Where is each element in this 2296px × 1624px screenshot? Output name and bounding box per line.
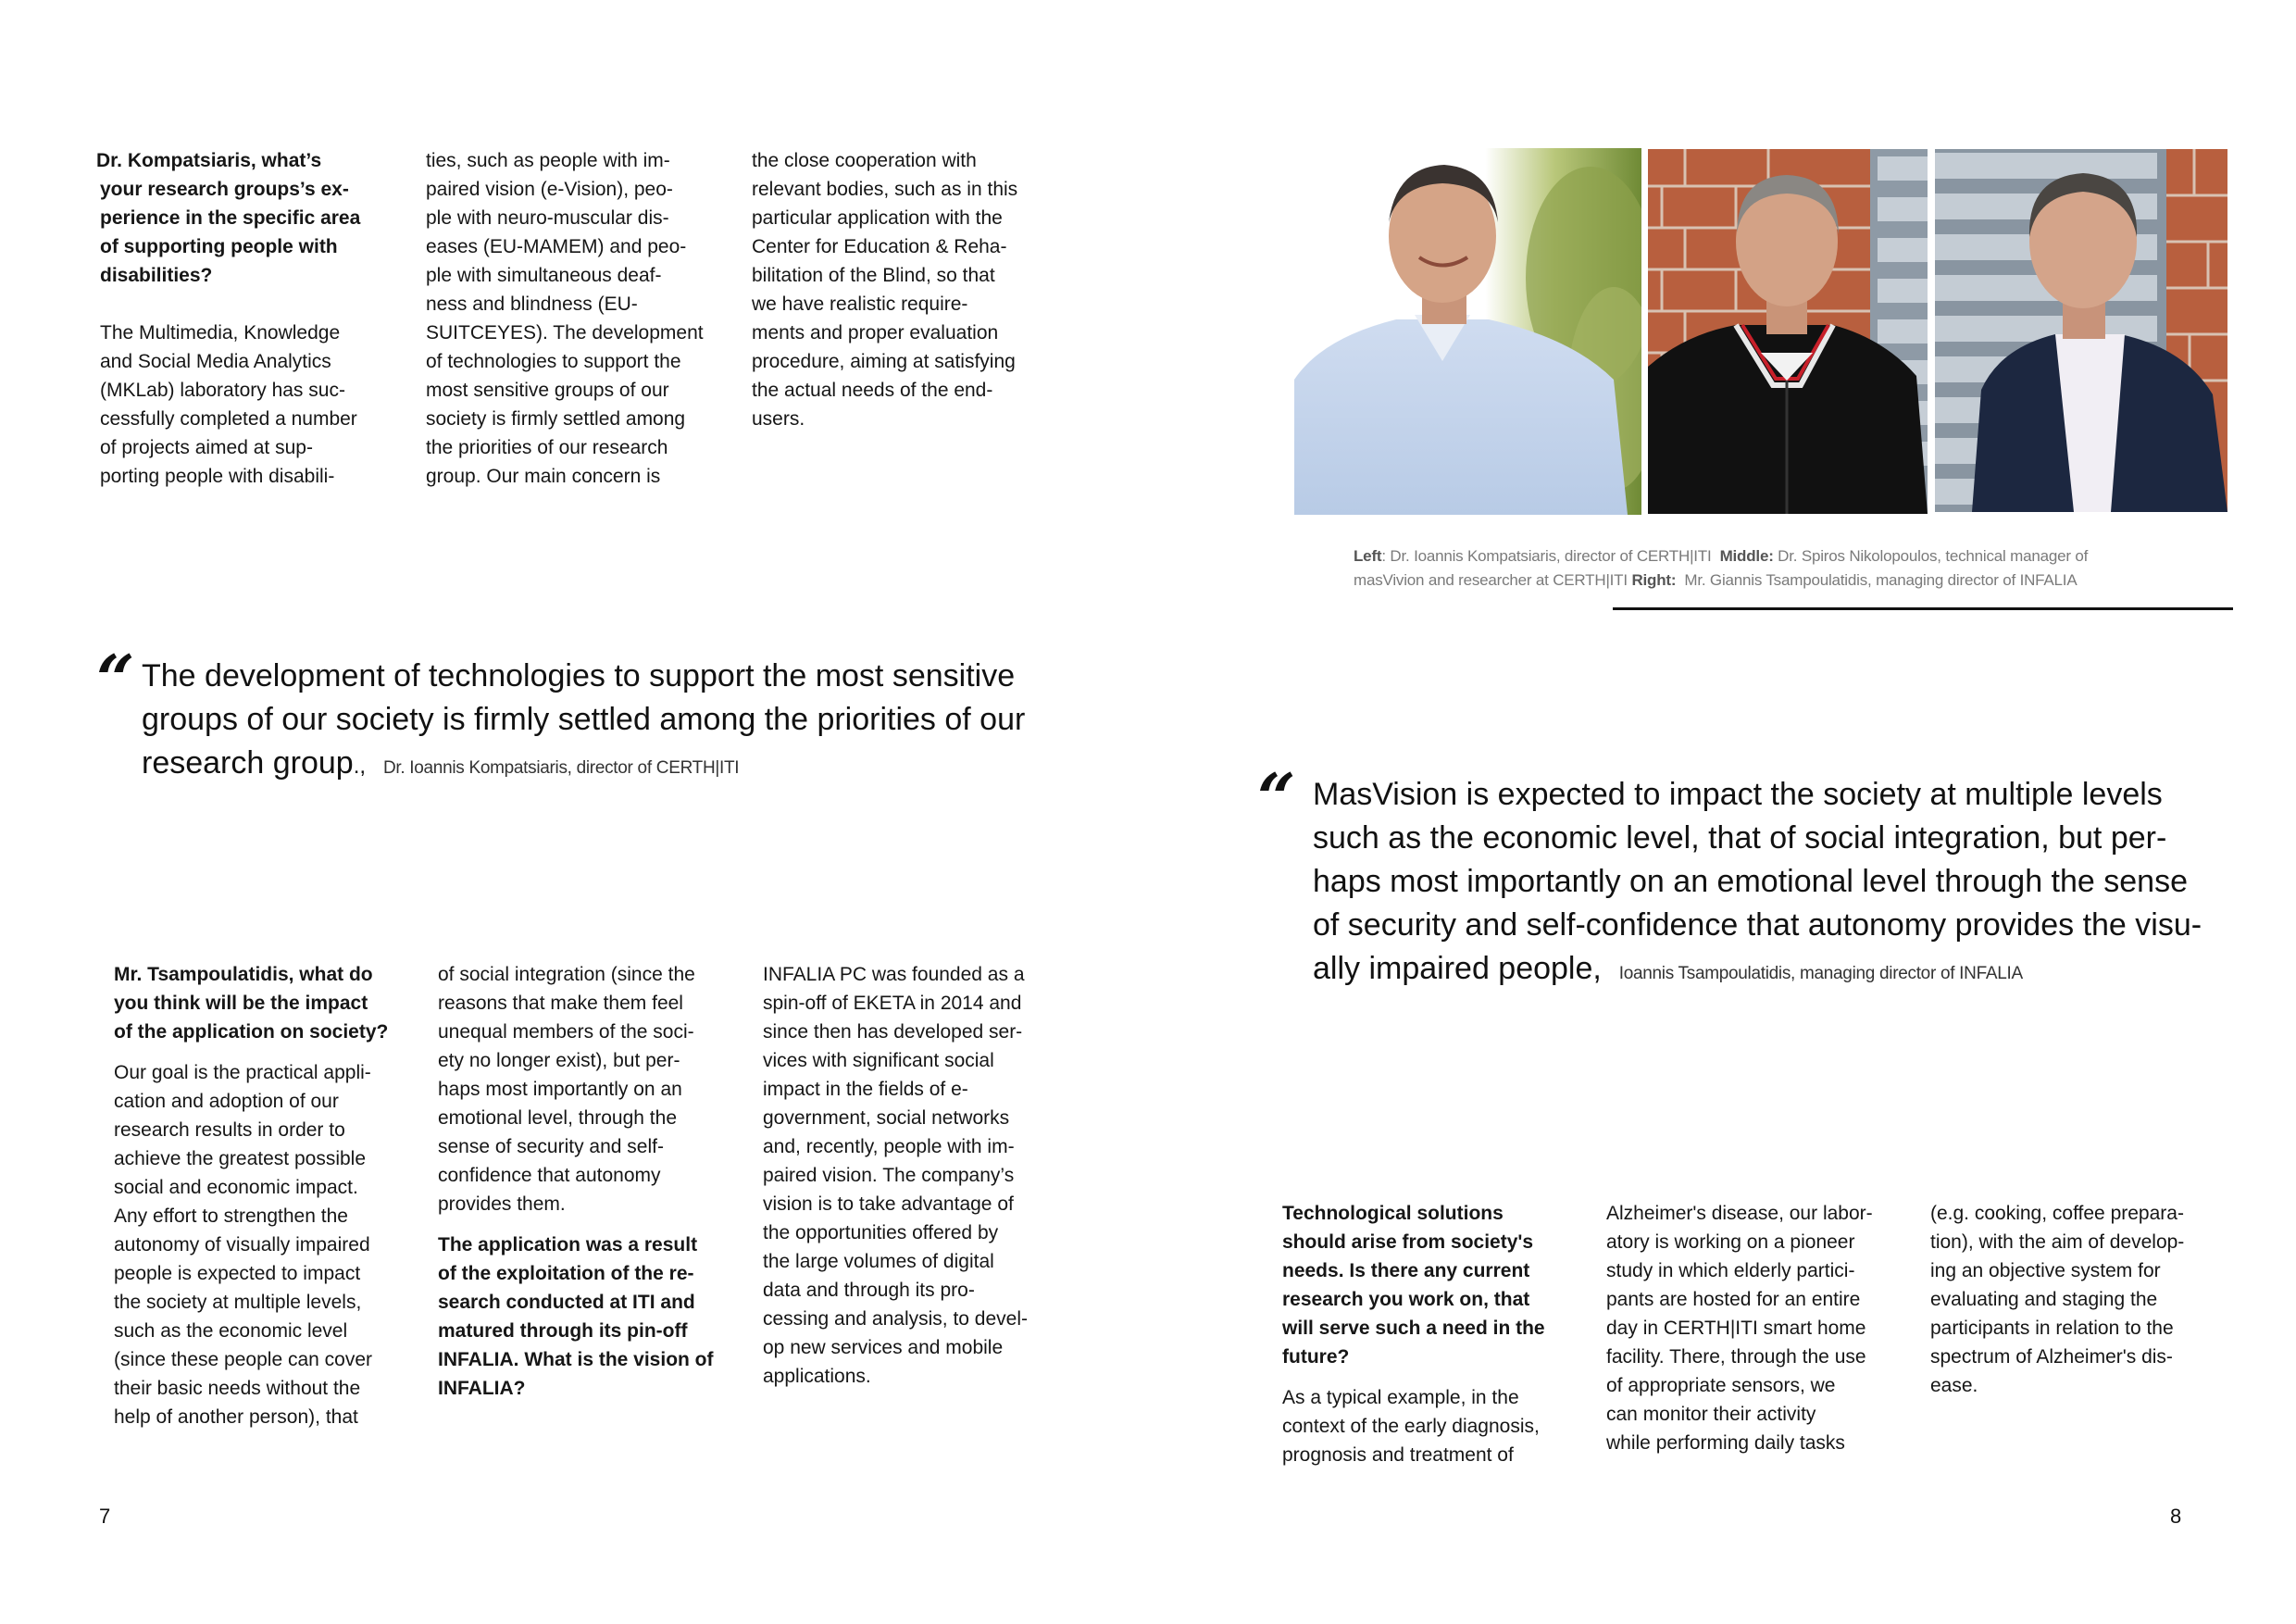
quote-mark-icon: “	[1257, 758, 1287, 837]
interview-2-column-3: INFALIA PC was founded as a spin-off of EKETA in 2014 and since then has developed ser- vices with significant social impact in the fields of e- government, social networks and, recently, people with im- paired vision. The company’s vision is to take advantage of the opportunities offered by the large volumes of digital data and through its pro- cessing and analysis, to devel- op new services and mobile applications.	[763, 964, 1028, 1387]
interview-1-column-3: the close cooperation with relevant bodies, such as in this particular application with the Center for Education & Reha- bilitation of the Blind, so that we have realistic require- ments and proper evaluation procedure, aiming at satisfying the actual needs of the end- users.	[752, 150, 1018, 430]
interview-3-column-3: (e.g. cooking, coffee prepara- tion), with the aim of develop- ing an objective system for evaluating and staging the participants in relation to the spectrum of Alzheimer's dis- ease.	[1930, 1203, 2185, 1396]
interview-2-answer-part-2: of social integration (since the reasons that make them feel unequal members of the soci- ety no longer exist), but per- haps most importantly on an emotional level, through the sense of security and self- confidence that autonomy provides them.	[438, 964, 695, 1215]
pull-quote-tsampoulatidis: MasVision is expected to impact the society at multiple levels such as the economic level, that of social integration, but per- haps most importantly on an emotional level through the sense of security and self-confidence that autonomy provides the visu- ally impaired people, Ioannis Tsampoulatidis, managing director of INFALIA	[1313, 777, 2202, 986]
interview-2-column-2	[438, 960, 743, 1403]
interview-2-column-1	[114, 960, 419, 1431]
interview-1-column-1	[96, 146, 402, 491]
photo-nikolopoulos	[1648, 149, 1928, 514]
interview-3-column-2: Alzheimer's disease, our labor- atory is working on a pioneer study in which elderly partici- pants are hosted for an entire day in CERTH|ITI smart home facility. There, through the use of appropriate sensors, we can monitor their activity while performing daily tasks	[1606, 1203, 1873, 1454]
pull-quote-kompatsiaris: The development of technologies to support the most sensitive groups of our society is firmly settled among the priorities of our research group., Dr. Ioannis Kompatsiaris, director of CERTH|ITI	[142, 658, 1026, 781]
quote-mark-icon: “	[96, 640, 126, 718]
caption-divider	[1613, 607, 2233, 610]
interview-1-answer-part-1: The Multimedia, Knowledge and Social Media Analytics (MKLab) laboratory has suc- cessfully completed a number of projects aimed at sup- porting people with disabili-	[100, 322, 357, 487]
quote-attribution: Dr. Ioannis Kompatsiaris, director of CERTH|ITI	[382, 758, 740, 778]
portrait-image	[1935, 149, 2227, 512]
interview-3-column-1	[1282, 1199, 1588, 1469]
interview-1-column-2: ties, such as people with im- paired vision (e-Vision), peo- ple with neuro-muscular dis- eases (EU-MAMEM) and peo- ple with simultaneous deaf- ness and blindness (EU- SUITCEYES). The development of technologies to support the most sensitive groups of our society is firmly settled among the priorities of our research group. Our main concern is	[426, 150, 704, 487]
interview-2-question: Mr. Tsampoulatidis, what do you think will be the impact of the application on society?	[114, 964, 389, 1043]
caption-right-label: Right:	[1631, 571, 1677, 589]
portrait-image	[1648, 149, 1928, 514]
photo-caption: Left: Dr. Ioannis Kompatsiaris, director of CERTH|ITI Middle: Dr. Spiros Nikolopoulos, technical manager of masVivion and researcher at CERTH|ITI Right: Mr. Giannis Tsampoulatidis, managing director of INFALIA	[1354, 547, 2089, 589]
photo-kompatsiaris	[1294, 148, 1641, 515]
interview-1-question: Dr. Kompatsiaris, what’s your research groups’s ex- perience in the specific area of supporting people with disabilities?	[96, 150, 361, 286]
quote-attribution: Ioannis Tsampoulatidis, managing director of INFALIA	[1618, 964, 2023, 983]
photo-tsampoulatidis	[1935, 149, 2227, 512]
page-number-left: 7	[99, 1505, 111, 1528]
interview-3-question: Technological solutions should arise from society's needs. Is there any current research you work on, that will serve such a need in the future?	[1282, 1203, 1545, 1368]
caption-left-label: Left	[1354, 547, 1382, 565]
page-number-right: 8	[2170, 1505, 2182, 1528]
caption-middle-label: Middle:	[1719, 547, 1774, 565]
interview-2-answer-part-1: Our goal is the practical appli- cation and adoption of our research results in order to achieve the greatest possible social and economic impact. Any effort to strengthen the autonomy of visually impaired people is expected to impact the society at multiple levels, such as the economic level (since these people can cover their basic needs without the help of another person), that	[114, 1062, 372, 1428]
interview-3-answer-part-1: As a typical example, in the context of the early diagnosis, prognosis and treatment of	[1282, 1387, 1540, 1466]
interview-2-question-2: The application was a result of the exploitation of the re- search conducted at ITI and matured through its pin-off INFALIA. What is the vision of INFALIA?	[438, 1234, 714, 1399]
portrait-image	[1294, 148, 1641, 515]
